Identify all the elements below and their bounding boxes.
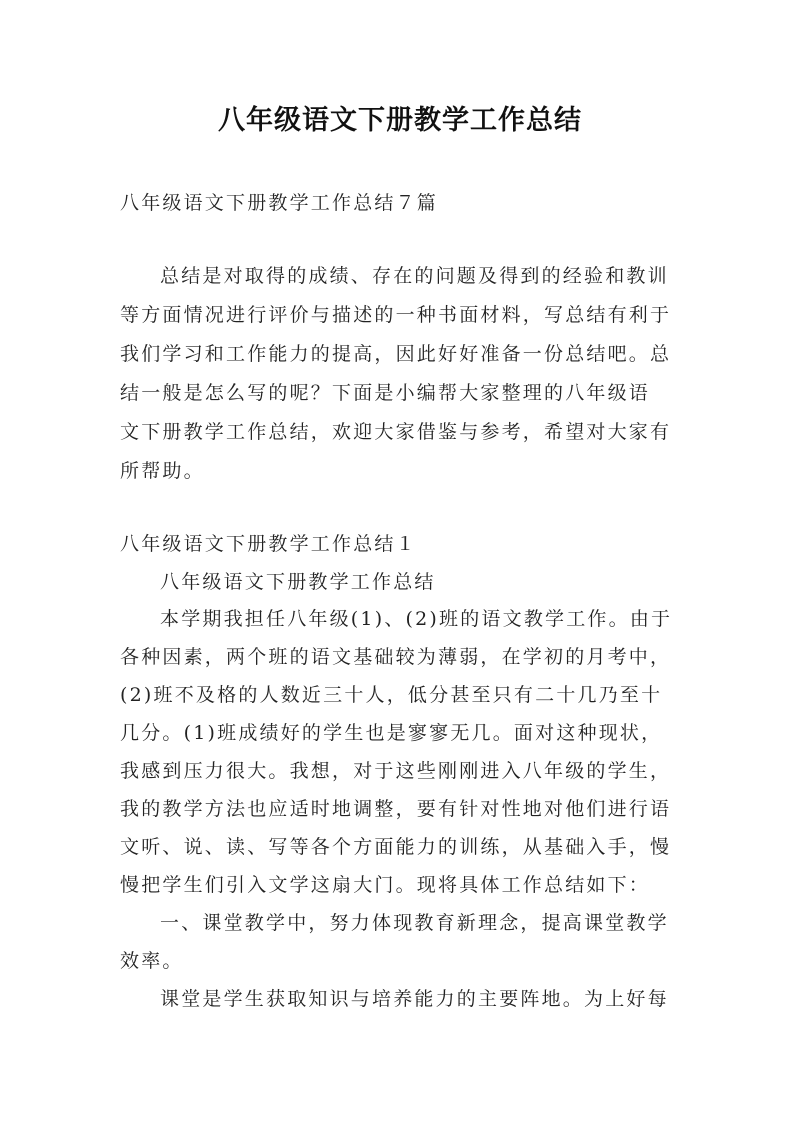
document-title: 八年级语文下册教学工作总结	[218, 105, 582, 136]
body-line: 课堂是学生获取知识与培养能力的主要阵地。为上好每	[160, 988, 669, 1010]
document-subtitle: 八年级语文下册教学工作总结７篇	[120, 192, 439, 214]
body-line: 文听、说、读、写等各个方面能力的训练，从基础入手，慢	[120, 836, 672, 858]
body-line: (2)班不及格的人数近三十人，低分甚至只有二十几乃至十	[120, 684, 663, 706]
body-line: 我感到压力很大。我想，对于这些刚刚进入八年级的学生，	[120, 760, 672, 782]
body-line: 各种因素，两个班的语文基础较为薄弱，在学初的月考中，	[120, 646, 672, 668]
intro-line: 总结是对取得的成绩、存在的问题及得到的经验和教训	[160, 265, 669, 287]
intro-line: 我们学习和工作能力的提高，因此好好准备一份总结吧。总	[120, 343, 672, 365]
body-line: 我的教学方法也应适时地调整，要有针对性地对他们进行语	[120, 798, 672, 820]
body-line: 本学期我担任八年级(1)、(2)班的语文教学工作。由于	[160, 608, 673, 630]
intro-line: 结一般是怎么写的呢？下面是小编帮大家整理的八年级语	[120, 382, 651, 404]
body-line: 慢把学生们引入文学这扇大门。现将具体工作总结如下：	[120, 874, 651, 896]
section-subheading: 八年级语文下册教学工作总结	[160, 571, 436, 593]
intro-line: 所帮助。	[120, 460, 205, 482]
body-line: 几分。(1)班成绩好的学生也是寥寥无几。面对这种现状，	[120, 722, 663, 744]
body-line: 效率。	[120, 950, 184, 972]
intro-line: 文下册教学工作总结，欢迎大家借鉴与参考，希望对大家有	[120, 421, 672, 443]
body-line: 一、课堂教学中，努力体现教育新理念，提高课堂教学	[160, 912, 669, 934]
intro-line: 等方面情况进行评价与描述的一种书面材料，写总结有利于	[120, 304, 672, 326]
section-heading: 八年级语文下册教学工作总结１	[120, 533, 417, 555]
